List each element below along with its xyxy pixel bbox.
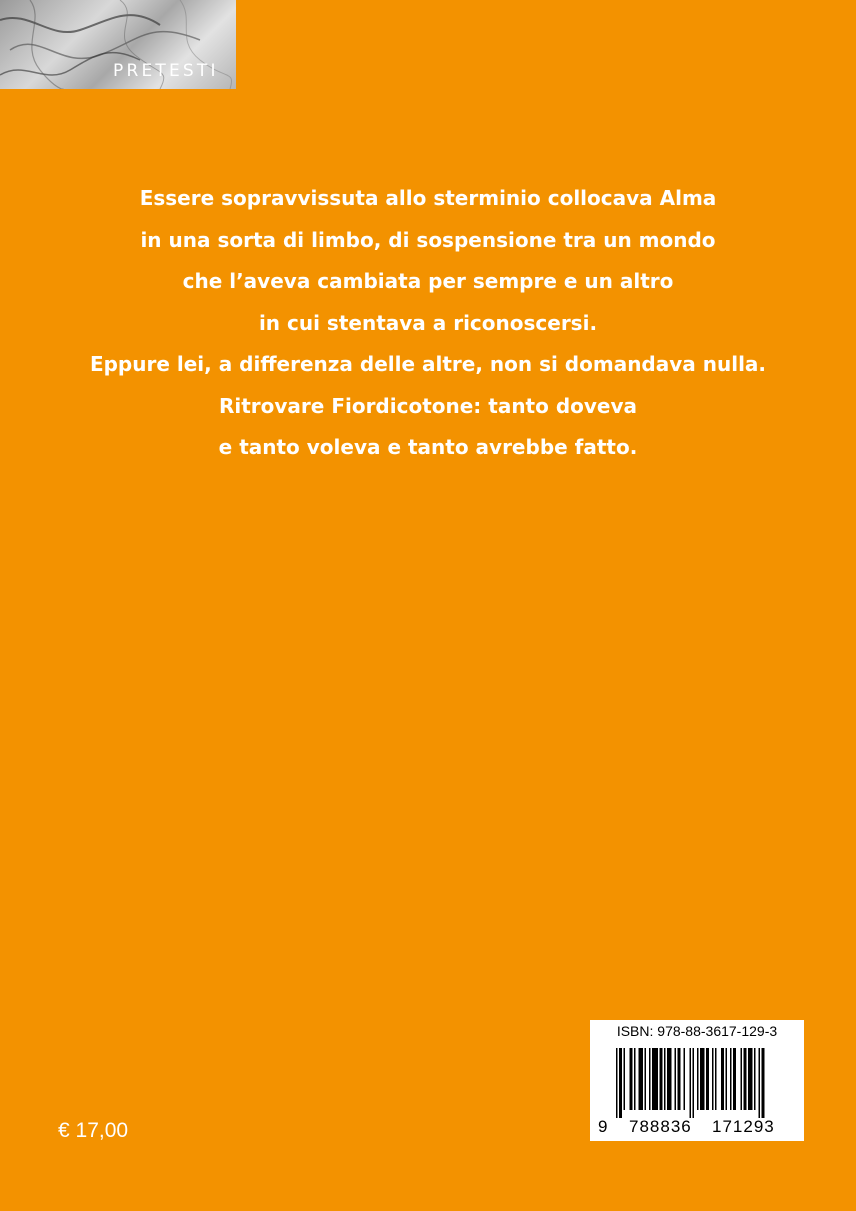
blurb-line: Ritrovare Fiordicotone: tanto doveva xyxy=(218,393,638,418)
series-cover-photo xyxy=(0,0,236,89)
isbn-number: ISBN: 978-88-3617-129-3 xyxy=(616,1023,778,1039)
barcode-digits-right: 171293 xyxy=(712,1117,775,1136)
blurb-line: che l’aveva cambiata per sempre e un altro xyxy=(182,269,674,293)
back-cover-blurb xyxy=(0,178,856,469)
blurb-line: e tanto voleva e tanto avrebbe fatto. xyxy=(218,435,638,459)
blurb-line: in una sorta di limbo, di sospensione tra un mondo xyxy=(140,227,716,252)
barcode-bars xyxy=(590,1044,804,1118)
barcode-digits-left: 788836 xyxy=(629,1117,692,1136)
price: € 17,00 xyxy=(58,1119,129,1142)
isbn-barcode xyxy=(590,1020,804,1141)
barcode-digit-first: 9 xyxy=(598,1117,608,1136)
series-name: PRETESTI xyxy=(113,61,219,81)
blurb-line: Eppure lei, a differenza delle altre, non si domandava nulla. xyxy=(89,352,767,376)
blurb-line: in cui stentava a riconoscersi. xyxy=(258,310,598,335)
blurb-line: Essere sopravvissuta allo sterminio collocava Alma xyxy=(139,186,717,210)
